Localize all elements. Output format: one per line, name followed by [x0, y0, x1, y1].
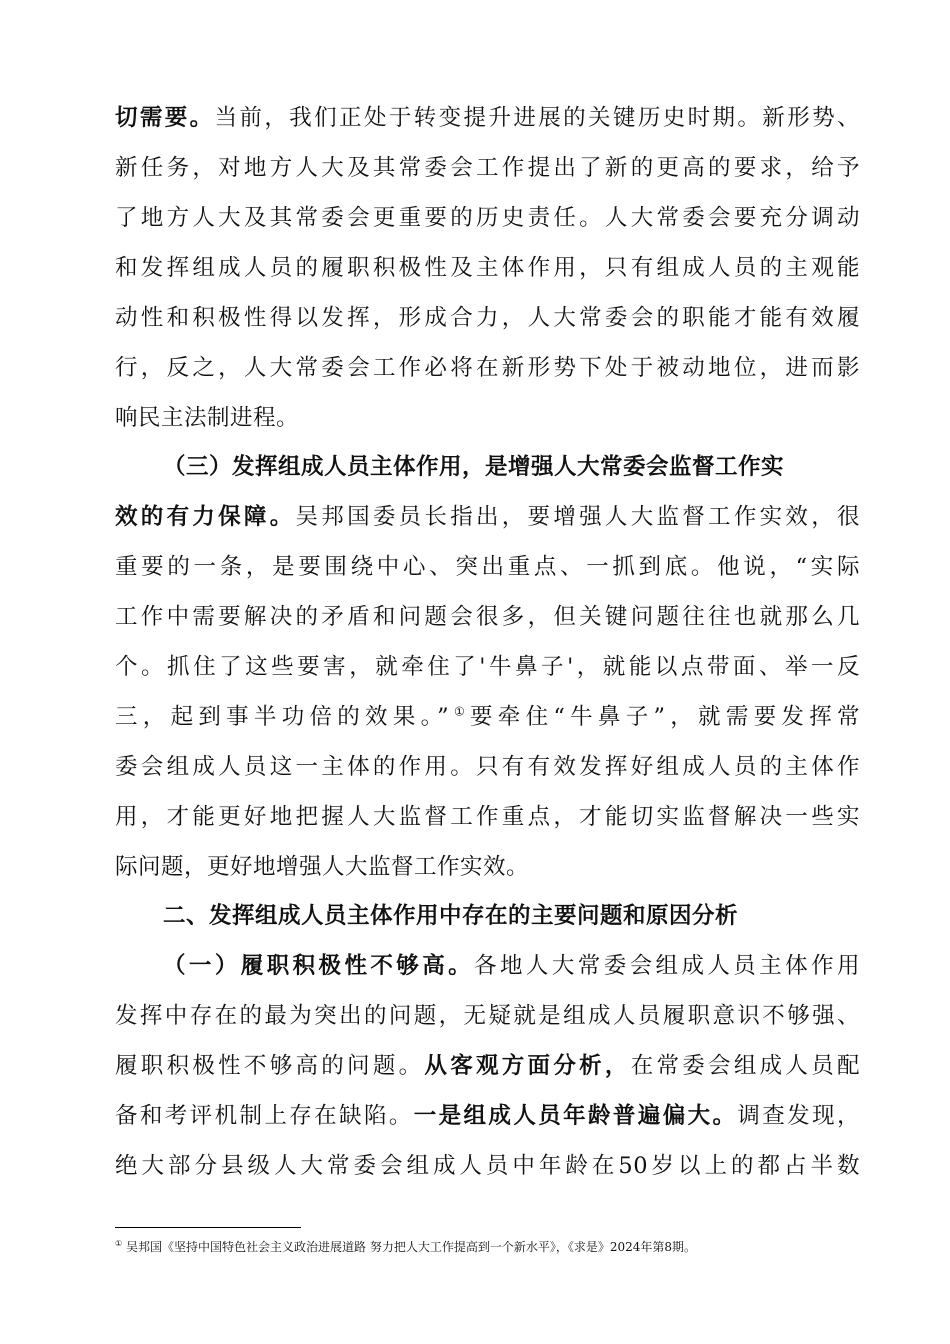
- text-run: 要牵住“牛鼻子”，就需要发挥常: [470, 704, 860, 730]
- text-run: 三，起到事半功倍的效果。”: [115, 704, 450, 730]
- body-line: 际问题，更好地增强人大监督工作实效。: [115, 854, 530, 880]
- body-line: 绝大部分县级人大常委会组成人员中年龄在50岁以上的都占半数: [115, 1153, 860, 1179]
- body-line: 行，反之，人大常委会工作必将在新形势下处于被动地位，进而影: [115, 355, 860, 381]
- body-line: [115, 1101, 860, 1131]
- bold-phrase: 一是组成人员年龄普遍偏大。: [413, 1103, 738, 1129]
- text-run: 在常委会组成人员配: [630, 1053, 860, 1079]
- bold-phrase: （一）履职积极性不够高。: [163, 953, 475, 979]
- body-line: 工作中需要解决的矛盾和问题会很多，但关键问题往往也就那么几: [115, 604, 860, 630]
- text-run: 备和考评机制上存在缺陷。: [115, 1103, 414, 1129]
- body-line: 动性和积极性得以发挥，形成合力，人大常委会的职能才能有效履: [115, 305, 860, 331]
- text-run: 履职积极性不够高的问题。: [115, 1053, 425, 1079]
- body-line: 用，才能更好地把握人大监督工作重点，才能切实监督解决一些实: [115, 804, 860, 830]
- footnote-text: 吴邦国《坚持中国特色社会主义政治进展道路 努力把人大工作提高到一个新水平》，《求是》2024年第8期。: [126, 1240, 696, 1254]
- footnote-reference[interactable]: ①: [449, 704, 470, 719]
- body-line: [115, 502, 860, 532]
- bold-phrase: 效的有力保障。: [115, 504, 296, 530]
- bold-phrase: 从客观方面分析，: [424, 1053, 631, 1079]
- body-line: 个。抓住了这些要害，就牵住了'牛鼻子'，就能以点带面、举一反: [115, 654, 860, 680]
- text-run: 调查发现，: [737, 1103, 860, 1129]
- body-line: [115, 103, 860, 133]
- text-run: 当前，我们正处于转变提升进展的关键历史时期。新形势、: [214, 105, 860, 131]
- footnote-marker: ①: [115, 1239, 123, 1248]
- body-line: 和发挥组成人员的履职积极性及主体作用，只有组成人员的主观能: [115, 255, 860, 281]
- section-heading-3: （三）发挥组成人员主体作用，是增强人大常委会监督工作实: [163, 454, 785, 480]
- text-run: 吴邦国委员长指出，要增强人大监督工作实效，很: [295, 504, 860, 530]
- body-line: [115, 702, 860, 732]
- text-run: 各地人大常委会组成人员主体作用: [474, 953, 860, 979]
- footnote: [115, 1236, 875, 1255]
- footnote-separator: [115, 1227, 301, 1228]
- body-line: 发挥中存在的最为突出的问题，无疑就是组成人员履职意识不够强、: [115, 1003, 860, 1029]
- section-heading-2: 二、发挥组成人员主体作用中存在的主要问题和原因分析: [163, 903, 739, 929]
- body-line: 重要的一条，是要围绕中心、突出重点、一抓到底。他说，“实际: [115, 554, 860, 580]
- body-line: 新任务，对地方人大及其常委会工作提出了新的更高的要求，给予: [115, 155, 860, 181]
- body-line: 委会组成人员这一主体的作用。只有有效发挥好组成人员的主体作: [115, 754, 860, 780]
- bold-phrase: 切需要。: [115, 105, 215, 131]
- body-line: 响民主法制进程。: [115, 405, 300, 431]
- body-line: 了地方人大及其常委会更重要的历史责任。人大常委会要充分调动: [115, 205, 860, 231]
- body-line: [115, 1051, 860, 1081]
- body-line: [163, 951, 860, 981]
